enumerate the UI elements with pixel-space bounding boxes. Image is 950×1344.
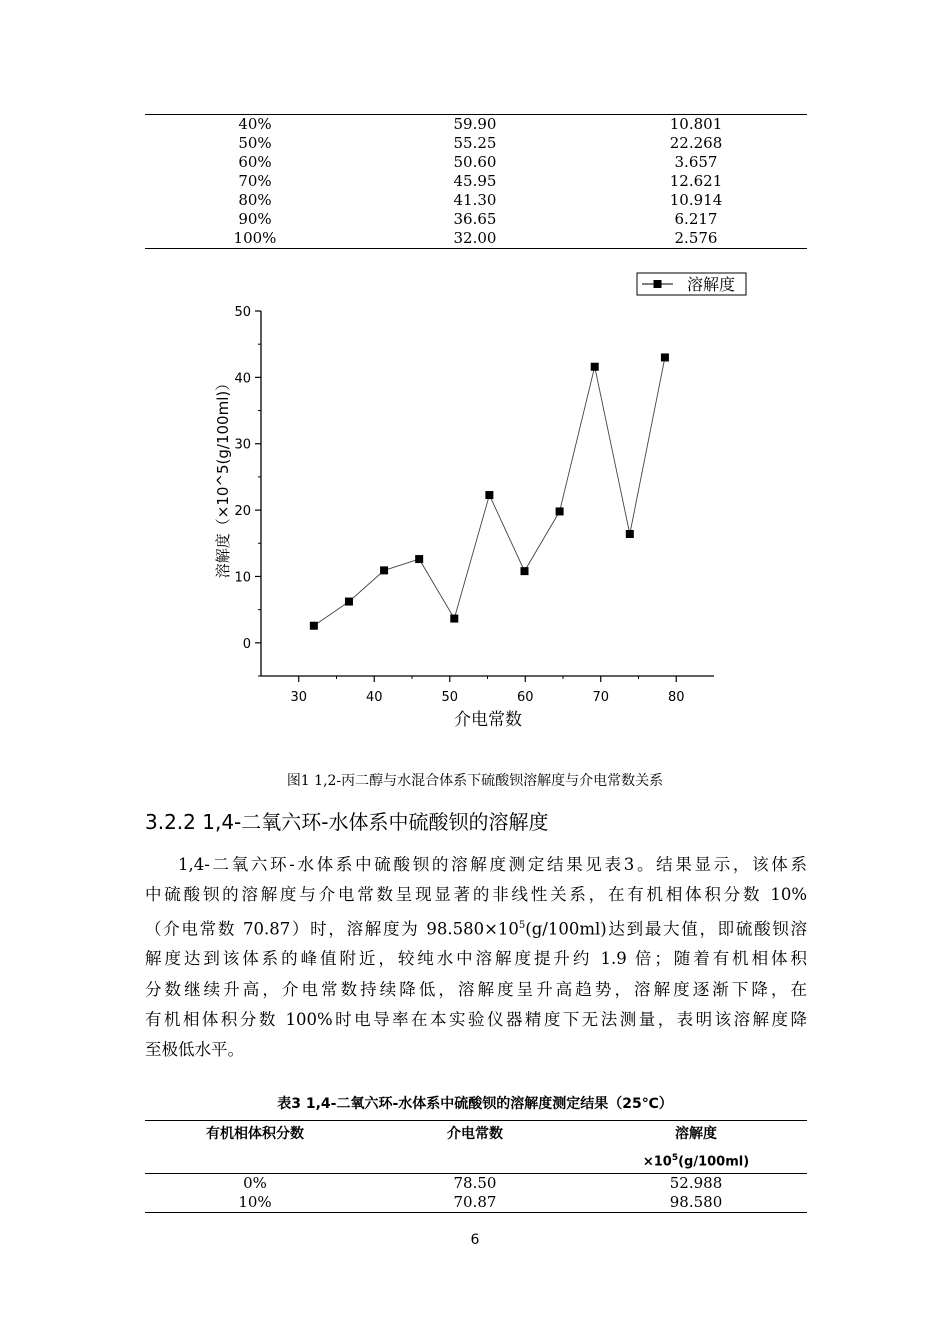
section-heading: 3.2.2 1,4-二氧六环-水体系中硫酸钡的溶解度 (145, 810, 549, 834)
table3-caption: 表3 1,4-二氧六环-水体系中硫酸钡的溶解度测定结果（25℃） (277, 1096, 673, 1112)
paragraph-line: 1,4-二氧六环-水体系中硫酸钡的溶解度测定结果见表3。结果显示，该体系 (178, 855, 807, 874)
table3-row (145, 1193, 807, 1213)
table3-header-row (145, 1121, 807, 1148)
table3-header-cell: 有机相体积分数 (206, 1126, 304, 1142)
table2-body (145, 115, 807, 249)
data-point (591, 363, 599, 371)
table2-cell: 60% (238, 153, 272, 171)
paragraph-text: （介电常数 70.87）时，溶解度为 98.580×10 (145, 919, 519, 939)
body-paragraph (145, 850, 807, 1066)
solubility-chart (190, 262, 760, 742)
table2-cell: 50% (238, 134, 272, 152)
y-tick-label: 40 (234, 371, 251, 387)
y-tick-label: 10 (234, 570, 251, 586)
table2-cell: 10.801 (669, 115, 723, 133)
data-point (485, 491, 493, 499)
paragraph-line: 至极低水平。 (145, 1040, 244, 1060)
legend-label: 溶解度 (687, 275, 736, 294)
page-number: 6 (470, 1232, 480, 1248)
table2-cell: 10.914 (669, 191, 723, 209)
table3-cell: 52.988 (669, 1174, 723, 1193)
table2-cell: 90% (238, 210, 272, 228)
x-tick-label: 80 (667, 690, 685, 705)
table2-cell: 12.621 (669, 172, 723, 190)
table2-row (145, 153, 807, 172)
figure-caption: 图1 1,2-丙二醇与水混合体系下硫酸钡溶解度与介电常数关系 (286, 773, 664, 789)
table2-cell: 3.657 (674, 153, 718, 171)
x-axis-ticks (290, 676, 684, 705)
data-point (556, 507, 564, 515)
table3-unit-cell (585, 1147, 807, 1174)
table2-cell: 80% (238, 191, 272, 209)
y-tick-label: 30 (234, 437, 251, 453)
paragraph-line: 解度达到该体系的峰值附近，较纯水中溶解度提升约 1.9 倍；随着有机相体积 (145, 949, 807, 969)
table2-cell: 70% (238, 172, 272, 190)
x-tick-label: 50 (441, 690, 459, 705)
superscript: 5 (518, 919, 526, 931)
table2-row (145, 134, 807, 153)
unit-suffix: (g/100ml) (678, 1154, 750, 1170)
data-point (661, 353, 669, 361)
table2-continued (145, 114, 807, 249)
table2-cell: 55.25 (453, 134, 497, 152)
table2-cell: 40% (238, 115, 272, 133)
x-tick-label: 30 (290, 690, 308, 705)
x-tick-label: 70 (592, 690, 610, 705)
data-point (520, 567, 528, 575)
data-point (450, 615, 458, 623)
table2-cell: 32.00 (453, 229, 497, 247)
table2-cell: 6.217 (674, 210, 718, 228)
unit-superscript: 5 (671, 1153, 679, 1163)
table3-cell: 10% (238, 1193, 272, 1212)
paragraph-line: 分数继续升高，介电常数持续降低，溶解度呈升高趋势，溶解度逐渐下降，在 (145, 979, 807, 999)
data-point (345, 598, 353, 606)
x-axis-label: 介电常数 (454, 710, 522, 730)
x-tick-label: 40 (365, 690, 383, 705)
table2-cell: 100% (233, 229, 277, 247)
y-axis-label: 溶解度（×10^5(g/100ml)） (214, 375, 232, 579)
table2-row (145, 229, 807, 249)
table3-cell: 0% (243, 1174, 267, 1193)
table2-cell: 45.95 (453, 172, 497, 190)
y-tick-label: 0 (242, 636, 251, 652)
paragraph-line (145, 911, 807, 945)
data-point (626, 530, 634, 538)
table2-cell: 59.90 (453, 115, 497, 133)
paragraph-line: 有机相体积分数 100%时电导率在本实验仪器精度下无法测量，表明该溶解度降 (145, 1009, 807, 1029)
table3-cell: 98.580 (669, 1193, 723, 1212)
y-tick-label: 50 (234, 305, 251, 320)
data-point (415, 555, 423, 563)
table3-row (145, 1174, 807, 1194)
chart-legend (637, 273, 746, 295)
paragraph-text: (g/100ml)达到最大值，即硫酸钡溶 (525, 919, 808, 939)
unit-prefix: ×10 (642, 1154, 672, 1170)
table2-row (145, 191, 807, 210)
table3-body (145, 1174, 807, 1213)
table2-row (145, 210, 807, 229)
table3-header-cell: 介电常数 (447, 1126, 503, 1142)
data-point (380, 566, 388, 574)
table3-cell: 78.50 (453, 1174, 497, 1193)
table3 (145, 1120, 807, 1213)
table2-cell: 36.65 (453, 210, 497, 228)
table2-cell: 22.268 (669, 134, 723, 152)
data-point (310, 622, 318, 630)
table3-header-cell: 溶解度 (675, 1126, 717, 1142)
table3-cell: 70.87 (453, 1193, 497, 1212)
table2-cell: 2.576 (674, 229, 718, 247)
table2-row (145, 115, 807, 135)
table2-cell: 50.60 (453, 153, 497, 171)
x-tick-label: 60 (516, 690, 534, 705)
table2-cell: 41.30 (453, 191, 497, 209)
table3-unit-cell (365, 1147, 585, 1174)
y-axis-ticks (234, 305, 261, 676)
table3-unit-cell (145, 1147, 365, 1174)
y-tick-label: 20 (234, 504, 251, 520)
table3-unit-row (145, 1147, 807, 1174)
paragraph-line: 中硫酸钡的溶解度与介电常数呈现显著的非线性关系，在有机相体积分数 10% (145, 885, 807, 905)
table2-row (145, 172, 807, 191)
legend-marker (654, 280, 662, 288)
